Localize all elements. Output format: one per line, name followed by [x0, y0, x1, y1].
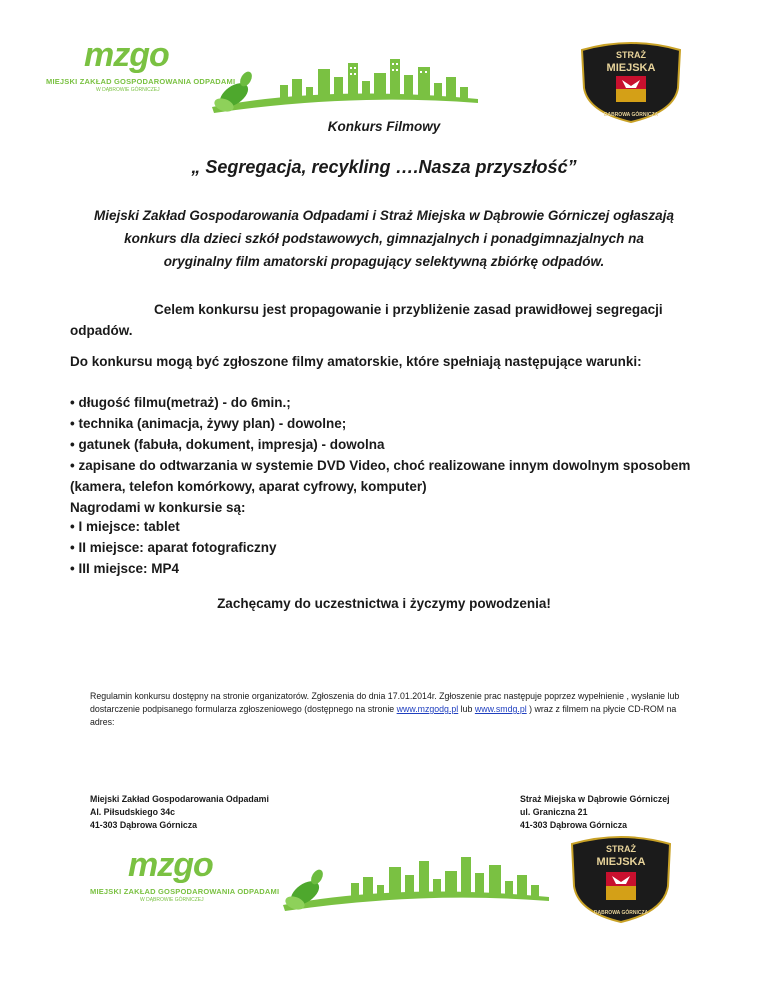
mzgo-logo-city: W DĄBROWIE GÓRNICZEJ	[96, 87, 160, 93]
contest-title: „ Segregacja, recykling ….Nasza przyszłość”	[191, 157, 577, 177]
goal-text: Celem konkursu jest propagowanie i przybliżenie zasad prawidłowej segregacji odpadów.	[70, 302, 663, 338]
city-skyline-illustration	[210, 55, 480, 117]
badge-middle-text: MIEJSKA	[596, 856, 646, 868]
mzgo-logo-bottom	[84, 846, 284, 903]
rules-text-3: ) wraz z filmem na płycie CD-ROM na adres:	[90, 704, 677, 727]
address-line: 41-303 Dąbrowa Górnicza	[520, 820, 628, 830]
goal-paragraph	[70, 299, 698, 341]
city-skyline-illustration-bottom	[276, 853, 556, 915]
mzgo-logo-name: MIEJSKI ZAKŁAD GOSPODAROWANIA ODPADAMI	[90, 887, 280, 896]
prize-item: • I miejsce: tablet	[70, 519, 180, 534]
conditions-intro: Do konkursu mogą być zgłoszone filmy amatorskie, które spełniają następujące warunki:	[70, 354, 642, 369]
rules-text-2: lub	[458, 704, 475, 714]
condition-item: • technika (animacja, żywy plan) - dowolne;	[70, 416, 347, 431]
prize-item: • III miejsce: MP4	[70, 561, 180, 576]
intro-paragraph: Miejski Zakład Gospodarowania Odpadami i Straż Miejska w Dąbrowie Górniczej ogłaszają konkurs dla dzieci szkół podstawowych, gimnazjalnych i ponadgimnazjalnych na oryginalny film amatorski propagujący selektywną zbiórkę odpadów.	[94, 208, 674, 269]
conditions-list	[70, 392, 698, 518]
condition-item: • gatunek (fabuła, dokument, impresja) - dowolna	[70, 437, 385, 452]
prizes-intro: Nagrodami w konkursie są:	[70, 500, 246, 515]
badge-top-text: STRAŻ	[606, 844, 636, 854]
address-line: ul. Graniczna 21	[520, 807, 588, 817]
address-line: Straż Miejska w Dąbrowie Górniczej	[520, 794, 670, 804]
closing-message: Zachęcamy do uczestnictwa i życzymy powodzenia!	[217, 596, 551, 611]
badge-top-text: STRAŻ	[616, 50, 646, 60]
mzgo-logo-word: mzgo	[84, 36, 169, 74]
rules-paragraph	[90, 690, 690, 729]
condition-item: • długość filmu(metraż) - do 6min.;	[70, 395, 291, 410]
prize-item: • II miejsce: aparat fotograficzny	[70, 540, 277, 555]
badge-middle-text: MIEJSKA	[606, 62, 656, 74]
mzgo-logo-name: MIEJSKI ZAKŁAD GOSPODAROWANIA ODPADAMI	[46, 77, 236, 86]
mzgodg-link[interactable]: www.mzgodg.pl	[396, 704, 459, 714]
condition-item: • zapisane do odtwarzania w systemie DVD Video, choć realizowane innym dowolnym sposobem (kamera, telefon komórkowy, aparat cyfrowy, komputer)	[70, 458, 691, 494]
address-line: Miejski Zakład Gospodarowania Odpadami	[90, 794, 269, 804]
rules-text-1: Regulamin konkursu dostępny na stronie organizatorów. Zgłoszenia do dnia 17.01.2014r. Zgłoszenie prac następuje poprzez wypełnienie , wysłanie lub dostarczenie podpisanego formularza zgłoszeniowego (dostępnego na stronie	[90, 691, 680, 714]
mzgo-logo-word: mzgo	[128, 846, 213, 884]
straz-miejska-badge-bottom	[566, 834, 676, 924]
contest-subtitle: Konkurs Filmowy	[327, 119, 441, 134]
prizes-list	[70, 516, 698, 579]
mzgo-logo-city: W DĄBROWIE GÓRNICZEJ	[140, 897, 204, 903]
badge-bottom-text: DĄBROWA GÓRNICZA	[603, 112, 659, 118]
smdg-link[interactable]: www.smdg.pl	[474, 704, 527, 714]
address-mzgo	[90, 793, 350, 832]
straz-miejska-badge	[576, 40, 686, 124]
address-line: 41-303 Dąbrowa Górnicza	[90, 820, 198, 830]
badge-bottom-text: DĄBROWA GÓRNICZA	[593, 910, 649, 916]
address-straz	[520, 793, 740, 832]
address-line: Al. Piłsudskiego 34c	[90, 807, 176, 817]
